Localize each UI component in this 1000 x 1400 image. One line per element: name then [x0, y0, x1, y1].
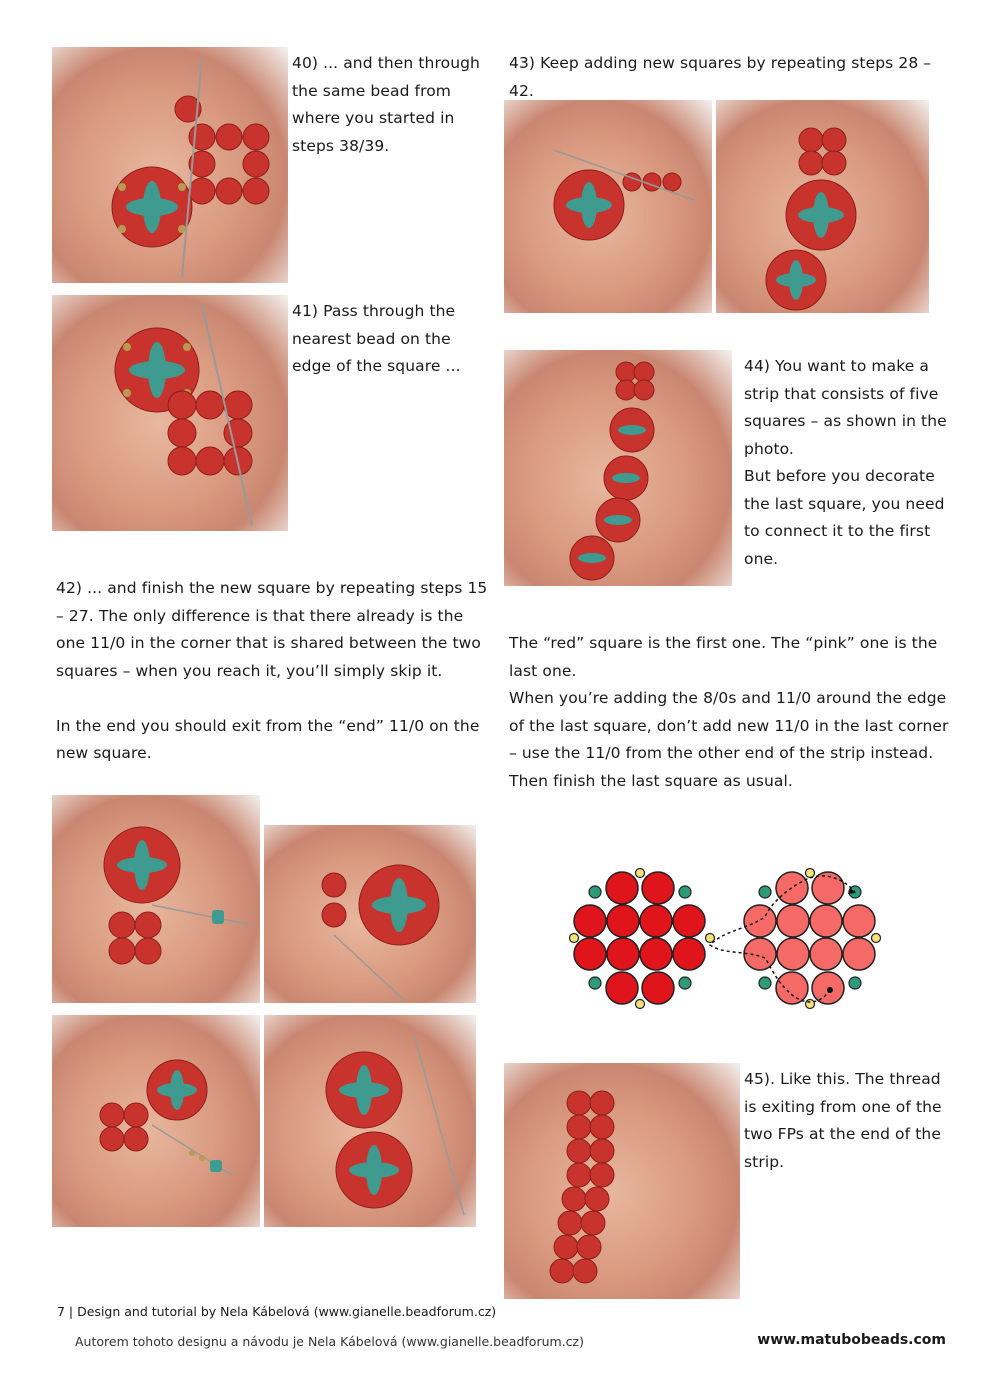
footer-credit: 7 | Design and tutorial by Nela Kábelová (www.gianelle.beadforum.cz) [57, 1304, 497, 1319]
pink-bead [744, 938, 776, 970]
red-bead [673, 938, 705, 970]
step-44-paragraph-1: 44) You want to make a strip that consists of five squares – as shown in the photo. [744, 357, 947, 458]
red-bead [607, 938, 639, 970]
red-bead [640, 905, 672, 937]
red-bead [574, 905, 606, 937]
pink-bead [810, 905, 842, 937]
photo-step-43-b [716, 100, 929, 313]
photo-step-42-b [264, 825, 476, 1003]
photo-step-42-a [52, 795, 260, 1003]
note-paragraph-1: The “red” square is the first one. The “pink” one is the last one. [509, 634, 938, 680]
photo-step-42-d [264, 1015, 476, 1227]
step-45-text: 45). Like this. The thread is exiting from one of the two FPs at the end of the strip. [744, 1070, 942, 1171]
pink-bead [843, 938, 875, 970]
footer-credit-czech: Autorem tohoto designu a návodu je Nela Kábelová (www.gianelle.beadforum.cz) [75, 1334, 584, 1349]
pink-bead [810, 938, 842, 970]
photo-step-45 [504, 1063, 740, 1299]
red-bead [642, 972, 674, 1004]
pink-bead [777, 938, 809, 970]
step-44-text [744, 353, 954, 573]
step-40-text: 40) ... and then through the same bead from where you started in steps 38/39. [292, 54, 480, 155]
red-bead [606, 972, 638, 1004]
pink-bead [776, 872, 808, 904]
photo-step-41 [52, 295, 288, 531]
red-bead [640, 938, 672, 970]
red-bead [607, 905, 639, 937]
pink-bead [744, 905, 776, 937]
connection-diagram [560, 855, 890, 1025]
note-paragraph-2: When you’re adding the 8/0s and 11/0 around the edge of the last square, don’t add new 11/0 in the last corner – use the 11/0 from the other end of the strip instead. Then finish the last square as usual. [509, 689, 949, 790]
pink-bead [776, 972, 808, 1004]
photo-step-43-a [504, 100, 712, 313]
step-42-paragraph-2: In the end you should exit from the “end” 11/0 on the new square. [56, 716, 480, 762]
step-41-text: 41) Pass through the nearest bead on the edge of the square ... [292, 302, 461, 375]
step-42-paragraph-1: 42) ... and finish the new square by repeating steps 15 – 27. The only difference is that there already is the one 11/0 in the corner that is shared between the two squares – when you reach it, you’ll simply skip it. [56, 579, 488, 680]
red-bead [673, 905, 705, 937]
step-44-paragraph-2: But before you decorate the last square, you need to connect it to the first one. [744, 467, 945, 568]
step-43-text: 43) Keep adding new squares by repeating steps 28 – 42. [509, 54, 932, 100]
step-42-text [56, 575, 488, 768]
red-bead [574, 938, 606, 970]
photo-step-44 [504, 350, 732, 586]
photo-step-42-c [52, 1015, 260, 1227]
photo-step-40 [52, 47, 288, 283]
footer-website-link[interactable]: www.matubobeads.com [757, 1332, 946, 1348]
red-bead [642, 872, 674, 904]
pink-bead [777, 905, 809, 937]
red-bead [606, 872, 638, 904]
step-44-note [509, 630, 954, 795]
pink-bead [843, 905, 875, 937]
